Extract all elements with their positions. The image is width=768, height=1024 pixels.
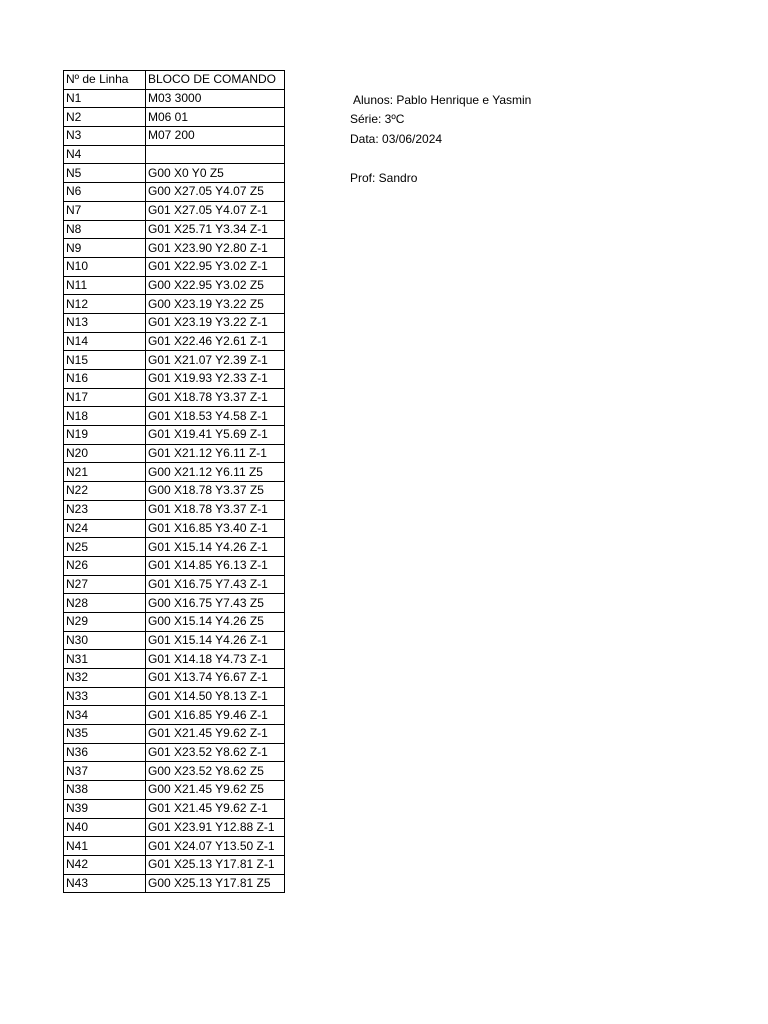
table-row bbox=[64, 781, 285, 800]
command-block-cell: G01 X25.71 Y3.34 Z-1 bbox=[146, 220, 285, 239]
command-block-cell: G01 X22.95 Y3.02 Z-1 bbox=[146, 257, 285, 276]
table-row bbox=[64, 276, 285, 295]
line-number-cell: N38 bbox=[64, 781, 146, 800]
line-number-cell: N34 bbox=[64, 706, 146, 725]
cnc-program-table bbox=[63, 70, 285, 893]
command-block-cell: G00 X22.95 Y3.02 Z5 bbox=[146, 276, 285, 295]
command-block-cell: M06 01 bbox=[146, 108, 285, 127]
command-block-cell: G00 X0 Y0 Z5 bbox=[146, 164, 285, 183]
command-block-cell: G01 X18.78 Y3.37 Z-1 bbox=[146, 388, 285, 407]
command-block-cell: G01 X14.85 Y6.13 Z-1 bbox=[146, 556, 285, 575]
line-number-cell: N23 bbox=[64, 500, 146, 519]
command-block-cell: G01 X27.05 Y4.07 Z-1 bbox=[146, 201, 285, 220]
table-row bbox=[64, 500, 285, 519]
command-block-cell: G01 X15.14 Y4.26 Z-1 bbox=[146, 631, 285, 650]
command-block-cell: G00 X21.12 Y6.11 Z5 bbox=[146, 463, 285, 482]
line-number-cell: N30 bbox=[64, 631, 146, 650]
table-row bbox=[64, 687, 285, 706]
command-block-cell: G01 X25.13 Y17.81 Z-1 bbox=[146, 855, 285, 874]
table-row bbox=[64, 874, 285, 893]
line-number-cell: N29 bbox=[64, 612, 146, 631]
table-row bbox=[64, 183, 285, 202]
table-row bbox=[64, 725, 285, 744]
line-number-cell: N22 bbox=[64, 482, 146, 501]
line-number-cell: N4 bbox=[64, 145, 146, 164]
table-row bbox=[64, 743, 285, 762]
line-number-cell: N42 bbox=[64, 855, 146, 874]
line-number-cell: N5 bbox=[64, 164, 146, 183]
table-row bbox=[64, 127, 285, 146]
command-block-cell: G01 X21.45 Y9.62 Z-1 bbox=[146, 725, 285, 744]
line-number-cell: N15 bbox=[64, 351, 146, 370]
command-block-cell: G00 X16.75 Y7.43 Z5 bbox=[146, 594, 285, 613]
table-row bbox=[64, 444, 285, 463]
command-block-cell: G01 X15.14 Y4.26 Z-1 bbox=[146, 538, 285, 557]
line-number-cell: N40 bbox=[64, 818, 146, 837]
command-block-cell: G01 X22.46 Y2.61 Z-1 bbox=[146, 332, 285, 351]
line-number-cell: N18 bbox=[64, 407, 146, 426]
line-number-cell: N32 bbox=[64, 669, 146, 688]
table-row bbox=[64, 575, 285, 594]
table-row bbox=[64, 519, 285, 538]
line-number-cell: N26 bbox=[64, 556, 146, 575]
command-block-cell: G01 X16.85 Y9.46 Z-1 bbox=[146, 706, 285, 725]
header-line-number: Nº de Linha bbox=[64, 71, 146, 90]
table-row bbox=[64, 556, 285, 575]
table-row bbox=[64, 220, 285, 239]
table-row bbox=[64, 855, 285, 874]
line-number-cell: N35 bbox=[64, 725, 146, 744]
command-block-cell: G01 X13.74 Y6.67 Z-1 bbox=[146, 669, 285, 688]
table-row bbox=[64, 201, 285, 220]
line-number-cell: N41 bbox=[64, 837, 146, 856]
grade-label: Série: 3ºC bbox=[350, 112, 405, 126]
table-row bbox=[64, 762, 285, 781]
command-block-cell: G01 X14.18 Y4.73 Z-1 bbox=[146, 650, 285, 669]
line-number-cell: N19 bbox=[64, 426, 146, 445]
table-row bbox=[64, 295, 285, 314]
table-row bbox=[64, 463, 285, 482]
table-row bbox=[64, 612, 285, 631]
command-block-cell: G01 X14.50 Y8.13 Z-1 bbox=[146, 687, 285, 706]
table-row bbox=[64, 164, 285, 183]
table-row bbox=[64, 388, 285, 407]
command-block-cell: G01 X24.07 Y13.50 Z-1 bbox=[146, 837, 285, 856]
table-row bbox=[64, 145, 285, 164]
line-number-cell: N6 bbox=[64, 183, 146, 202]
command-block-cell bbox=[146, 145, 285, 164]
command-block-cell: G01 X18.53 Y4.58 Z-1 bbox=[146, 407, 285, 426]
line-number-cell: N17 bbox=[64, 388, 146, 407]
line-number-cell: N13 bbox=[64, 313, 146, 332]
line-number-cell: N2 bbox=[64, 108, 146, 127]
command-block-cell: G00 X21.45 Y9.62 Z5 bbox=[146, 781, 285, 800]
command-block-cell: G01 X23.91 Y12.88 Z-1 bbox=[146, 818, 285, 837]
table-row bbox=[64, 108, 285, 127]
table-row bbox=[64, 650, 285, 669]
line-number-cell: N3 bbox=[64, 127, 146, 146]
command-block-cell: G01 X21.45 Y9.62 Z-1 bbox=[146, 799, 285, 818]
line-number-cell: N9 bbox=[64, 239, 146, 258]
table-row bbox=[64, 426, 285, 445]
table-row bbox=[64, 407, 285, 426]
line-number-cell: N31 bbox=[64, 650, 146, 669]
command-block-cell: G01 X18.78 Y3.37 Z-1 bbox=[146, 500, 285, 519]
line-number-cell: N11 bbox=[64, 276, 146, 295]
command-block-cell: G00 X18.78 Y3.37 Z5 bbox=[146, 482, 285, 501]
command-block-cell: G00 X27.05 Y4.07 Z5 bbox=[146, 183, 285, 202]
command-block-cell: G01 X21.07 Y2.39 Z-1 bbox=[146, 351, 285, 370]
line-number-cell: N8 bbox=[64, 220, 146, 239]
command-block-cell: G01 X23.52 Y8.62 Z-1 bbox=[146, 743, 285, 762]
table-row bbox=[64, 370, 285, 389]
line-number-cell: N27 bbox=[64, 575, 146, 594]
line-number-cell: N16 bbox=[64, 370, 146, 389]
line-number-cell: N37 bbox=[64, 762, 146, 781]
date-label: Data: 03/06/2024 bbox=[350, 132, 443, 146]
table-row bbox=[64, 351, 285, 370]
line-number-cell: N1 bbox=[64, 89, 146, 108]
table-row bbox=[64, 594, 285, 613]
command-block-cell: G00 X15.14 Y4.26 Z5 bbox=[146, 612, 285, 631]
line-number-cell: N28 bbox=[64, 594, 146, 613]
command-block-cell: G01 X19.41 Y5.69 Z-1 bbox=[146, 426, 285, 445]
line-number-cell: N7 bbox=[64, 201, 146, 220]
command-block-cell: G01 X16.75 Y7.43 Z-1 bbox=[146, 575, 285, 594]
line-number-cell: N12 bbox=[64, 295, 146, 314]
table-row bbox=[64, 239, 285, 258]
professor-label: Prof: Sandro bbox=[350, 171, 418, 185]
command-block-cell: G00 X23.52 Y8.62 Z5 bbox=[146, 762, 285, 781]
line-number-cell: N33 bbox=[64, 687, 146, 706]
line-number-cell: N43 bbox=[64, 874, 146, 893]
line-number-cell: N25 bbox=[64, 538, 146, 557]
line-number-cell: N20 bbox=[64, 444, 146, 463]
table-row bbox=[64, 538, 285, 557]
command-block-cell: G00 X23.19 Y3.22 Z5 bbox=[146, 295, 285, 314]
table-header-row bbox=[64, 71, 285, 90]
line-number-cell: N10 bbox=[64, 257, 146, 276]
table-row bbox=[64, 631, 285, 650]
line-number-cell: N21 bbox=[64, 463, 146, 482]
table-row bbox=[64, 799, 285, 818]
table-row bbox=[64, 706, 285, 725]
command-block-cell: M03 3000 bbox=[146, 89, 285, 108]
line-number-cell: N39 bbox=[64, 799, 146, 818]
command-block-cell: G00 X25.13 Y17.81 Z5 bbox=[146, 874, 285, 893]
header-command-block: BLOCO DE COMANDO bbox=[146, 71, 285, 90]
line-number-cell: N14 bbox=[64, 332, 146, 351]
table-row bbox=[64, 332, 285, 351]
command-block-cell: G01 X21.12 Y6.11 Z-1 bbox=[146, 444, 285, 463]
command-block-cell: G01 X16.85 Y3.40 Z-1 bbox=[146, 519, 285, 538]
table-row bbox=[64, 818, 285, 837]
table-row bbox=[64, 482, 285, 501]
table-row bbox=[64, 89, 285, 108]
table-row bbox=[64, 669, 285, 688]
command-block-cell: M07 200 bbox=[146, 127, 285, 146]
table-row bbox=[64, 837, 285, 856]
command-block-cell: G01 X23.19 Y3.22 Z-1 bbox=[146, 313, 285, 332]
table-row bbox=[64, 257, 285, 276]
command-block-cell: G01 X23.90 Y2.80 Z-1 bbox=[146, 239, 285, 258]
command-block-cell: G01 X19.93 Y2.33 Z-1 bbox=[146, 370, 285, 389]
line-number-cell: N36 bbox=[64, 743, 146, 762]
table-row bbox=[64, 313, 285, 332]
line-number-cell: N24 bbox=[64, 519, 146, 538]
students-label: Alunos: Pablo Henrique e Yasmin bbox=[353, 93, 532, 107]
